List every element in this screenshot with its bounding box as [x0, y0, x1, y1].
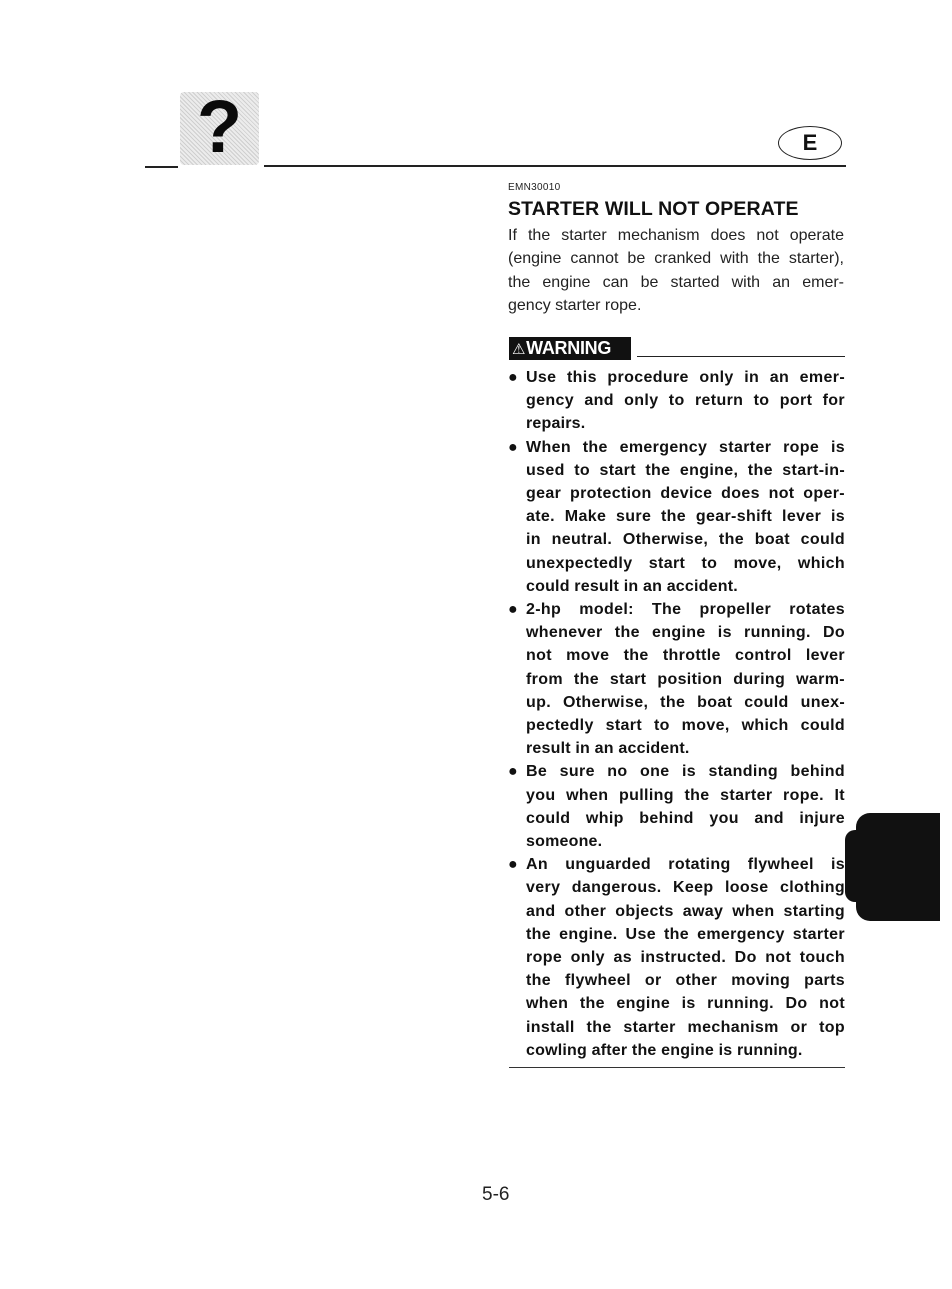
bullet-icon: ●: [508, 369, 518, 386]
warning-line: rope only as instructed. Do not touch: [526, 949, 845, 967]
language-code: E: [802, 130, 818, 155]
intro-line: If the starter mechanism does not operate: [508, 227, 844, 244]
language-badge: [778, 126, 842, 160]
warning-item: [508, 760, 845, 853]
warning-item: [508, 436, 845, 598]
section-code: EMN30010: [508, 182, 561, 193]
warning-item: [508, 853, 845, 1062]
warning-line: gency and only to return to port for: [526, 392, 845, 410]
warning-line: very dangerous. Keep loose clothing: [526, 879, 845, 897]
warning-line: unexpectedly start to move, which: [526, 554, 845, 572]
section-title: STARTER WILL NOT OPERATE: [508, 198, 799, 220]
warning-line: could whip behind you and injure: [526, 809, 845, 827]
troubleshooting-question-icon: [180, 85, 259, 168]
warning-line: whenever the engine is running. Do: [526, 624, 845, 642]
warning-list: [508, 366, 845, 1062]
warning-line: pectedly start to move, which could: [526, 717, 845, 735]
warning-line: An unguarded rotating flywheel is: [526, 856, 845, 874]
warning-line: 2-hp model: The propeller rotates: [526, 601, 845, 619]
intro-line: gency starter rope.: [508, 296, 642, 314]
warning-line: cowling after the engine is running.: [526, 1041, 803, 1059]
bullet-icon: ●: [508, 856, 518, 874]
intro-line: the engine can be started with an emer-: [508, 273, 844, 291]
warning-line: install the starter mechanism or top: [526, 1018, 845, 1036]
warning-line: someone.: [526, 833, 603, 851]
warning-line: in neutral. Otherwise, the boat could: [526, 531, 845, 549]
warning-end-rule: [509, 1067, 845, 1068]
warning-line: you when pulling the starter rope. It: [526, 786, 845, 804]
warning-line: When the emergency starter rope is: [526, 438, 845, 456]
warning-line: not move the throttle control lever: [526, 647, 845, 665]
warning-label: WARNING: [526, 338, 612, 358]
warning-line: used to start the engine, the start-in-: [526, 461, 845, 479]
warning-item: [508, 598, 845, 760]
warning-line: the engine. Use the emergency starter: [526, 925, 845, 943]
question-mark-glyph: ?: [196, 85, 243, 168]
warning-line: Be sure no one is standing behind: [526, 763, 845, 781]
warning-line: from the start position during warm-: [526, 670, 845, 688]
warning-line: and other objects away when starting: [526, 902, 845, 920]
bullet-icon: ●: [508, 601, 518, 619]
warning-line: Use this procedure only in an emer-: [526, 369, 845, 386]
warning-line: when the engine is running. Do not: [526, 995, 845, 1013]
warning-line: repairs.: [526, 415, 586, 433]
warning-line: gear protection device does not oper-: [526, 485, 845, 503]
warning-line: up. Otherwise, the boat could unex-: [526, 693, 845, 711]
warning-line: the flywheel or other moving parts: [526, 972, 845, 990]
header-rule: [264, 165, 846, 167]
warning-triangle-icon: ⚠: [512, 341, 526, 358]
warning-line: ate. Make sure the gear-shift lever is: [526, 508, 845, 526]
intro-line: (engine cannot be cranked with the starter),: [508, 250, 844, 268]
warning-line: result in an accident.: [526, 740, 690, 758]
header-rule-left: [145, 166, 178, 168]
chapter-tab: [856, 813, 940, 921]
page-number: 5-6: [482, 1184, 510, 1205]
warning-badge: [509, 337, 631, 360]
bullet-icon: ●: [508, 438, 518, 456]
warning-line: could result in an accident.: [526, 577, 738, 595]
warning-item: [508, 366, 845, 436]
warning-rule: [637, 356, 845, 357]
bullet-icon: ●: [508, 763, 518, 781]
intro-paragraph: [508, 224, 844, 317]
